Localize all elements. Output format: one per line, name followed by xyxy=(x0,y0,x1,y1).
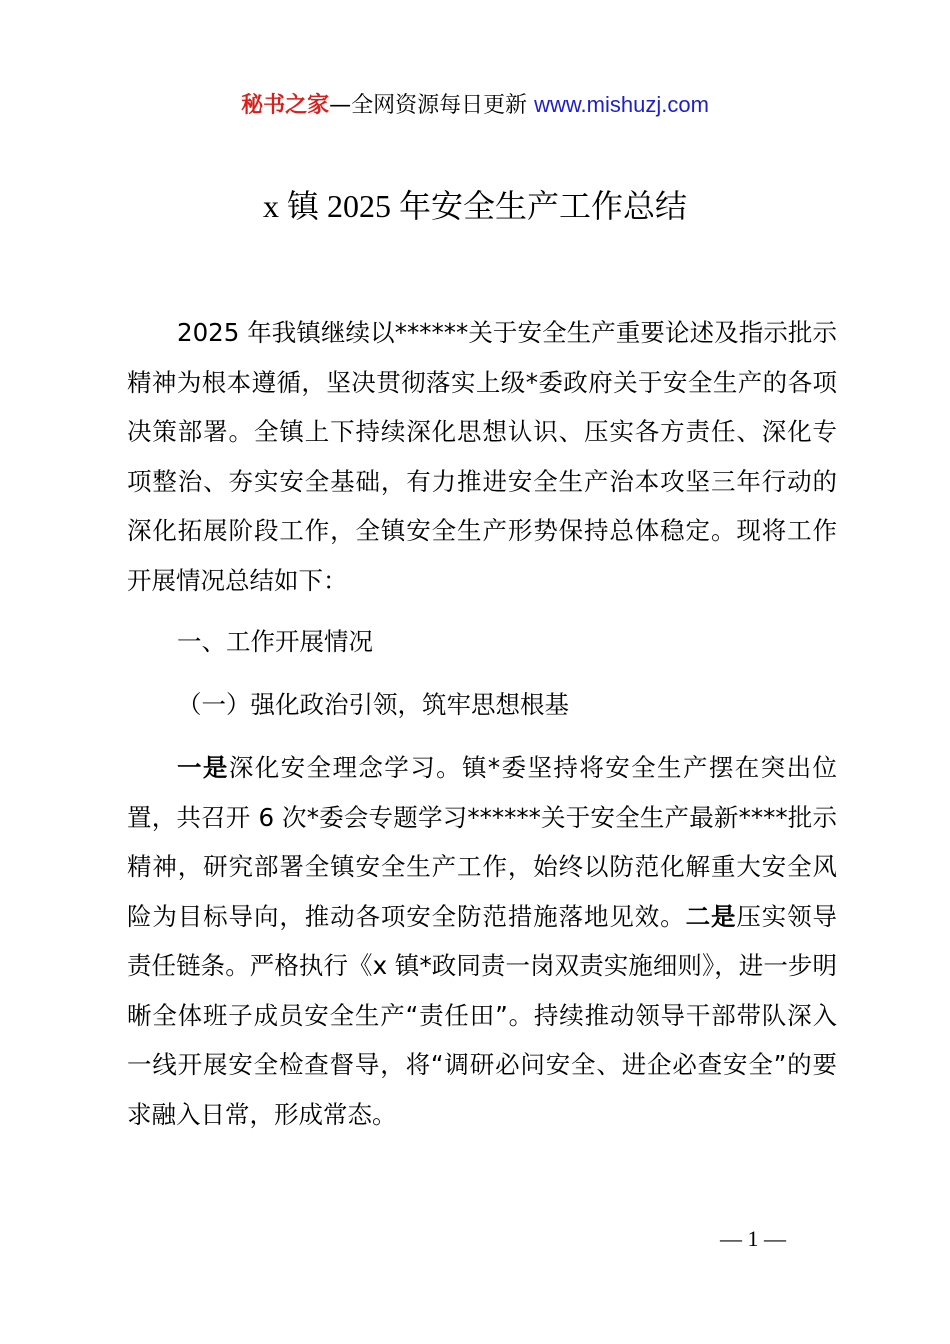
title-main: 年安全生产工作总结 xyxy=(399,187,688,225)
section-heading: 一、工作开展情况 xyxy=(177,627,373,656)
subsection-heading: （一）强化政治引领，筑牢思想根基 xyxy=(177,690,569,719)
page-number: — 1 — xyxy=(720,1226,786,1251)
point-second-text: 压实领导责任链条。严格执行《x 镇*政同责一岗双责实施细则》，进一步明晰全体班子成员安全生产“责任田”。持续推动领导干部带队深入一线开展安全检查督导，将“调研必问安全、进企必查安全”的要求融入日常，形成常态。 xyxy=(127,901,838,1129)
lead-second: 二是 xyxy=(685,901,737,931)
document-title xyxy=(0,182,950,230)
lead-first: 一是 xyxy=(177,753,229,782)
brand-name: 秘书之家 xyxy=(241,93,330,118)
site-header xyxy=(0,88,950,123)
title-prefix: x 镇 2025 xyxy=(262,188,399,224)
header-tagline: —全网资源每日更新 xyxy=(329,93,528,118)
site-url-link[interactable]: www.mishuzj.com xyxy=(534,92,709,117)
intro-paragraph: 2025 年我镇继续以******关于安全生产重要论述及指示批示精神为根本遵循，坚决贯彻落实上级*委政府关于安全生产的各项决策部署。全镇上下持续深化思想认识、压实各方责任、深化专项整治、夯实安全基础，有力推进安全生产治本攻坚三年行动的深化拓展阶段工作，全镇安全生产形势保持总体稳定。现将工作开展情况总结如下： xyxy=(127,318,837,595)
main-paragraph xyxy=(127,743,837,1139)
point-first-text: 深化安全理念学习。镇*委坚持将安全生产摆在突出位置，共召开 6 次*委会专题学习******关于安全生产最新****批示精神，研究部署全镇安全生产工作，始终以防范化解重大安全风险为目标导向，推动各项安全防范措施落地见效。 xyxy=(127,753,838,931)
